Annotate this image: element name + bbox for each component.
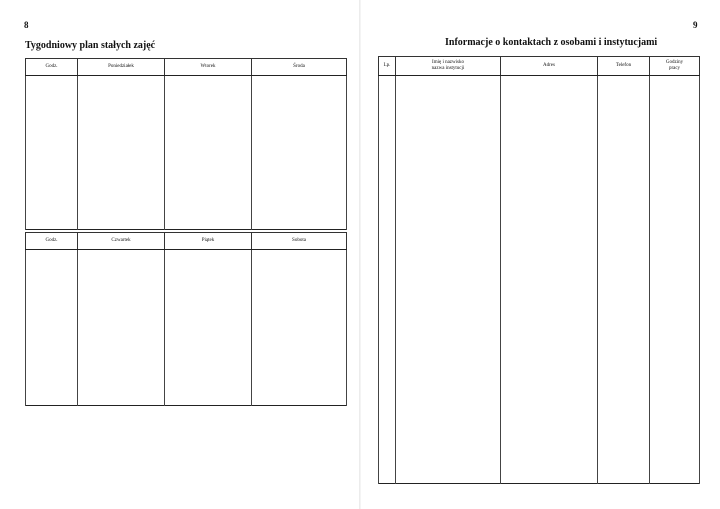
column-header: Czwartek <box>78 233 165 250</box>
contacts-title: Informacje o kontaktach z osobami i instytucjami <box>445 37 658 48</box>
table-row <box>26 76 347 230</box>
table-cell[interactable] <box>165 250 252 406</box>
column-header: Sobota <box>252 233 347 250</box>
column-header: Środa <box>252 59 347 76</box>
column-header: Lp. <box>379 57 396 76</box>
column-header: Godz. <box>26 59 78 76</box>
table-cell[interactable] <box>598 76 650 484</box>
column-header: Wtorek <box>165 59 252 76</box>
table-cell[interactable] <box>252 76 347 230</box>
column-header: Godziny pracy <box>650 57 700 76</box>
column-header: Imię i nazwisko nazwa instytucji <box>396 57 501 76</box>
contacts-table <box>378 56 700 484</box>
page-fold <box>359 0 361 509</box>
table-cell[interactable] <box>396 76 501 484</box>
weekly-plan-table-top <box>25 58 347 230</box>
table-cell[interactable] <box>26 250 78 406</box>
table-cell[interactable] <box>379 76 396 484</box>
table-cell[interactable] <box>26 76 78 230</box>
page-number-left: 8 <box>24 20 29 30</box>
page-number-right: 9 <box>693 20 698 30</box>
table-cell[interactable] <box>650 76 700 484</box>
table-cell[interactable] <box>252 250 347 406</box>
table-cell[interactable] <box>78 250 165 406</box>
column-header: Adres <box>501 57 598 76</box>
table-cell[interactable] <box>78 76 165 230</box>
column-header: Telefon <box>598 57 650 76</box>
table-header-row <box>26 59 347 76</box>
weekly-plan-table-bottom <box>25 232 347 406</box>
column-header: Poniedziałek <box>78 59 165 76</box>
table-header-row <box>379 57 700 76</box>
table-cell[interactable] <box>165 76 252 230</box>
column-header: Godz. <box>26 233 78 250</box>
table-row <box>26 250 347 406</box>
table-cell[interactable] <box>501 76 598 484</box>
table-row <box>379 76 700 484</box>
weekly-plan-title: Tygodniowy plan stałych zajęć <box>25 40 156 51</box>
table-header-row <box>26 233 347 250</box>
column-header: Piątek <box>165 233 252 250</box>
